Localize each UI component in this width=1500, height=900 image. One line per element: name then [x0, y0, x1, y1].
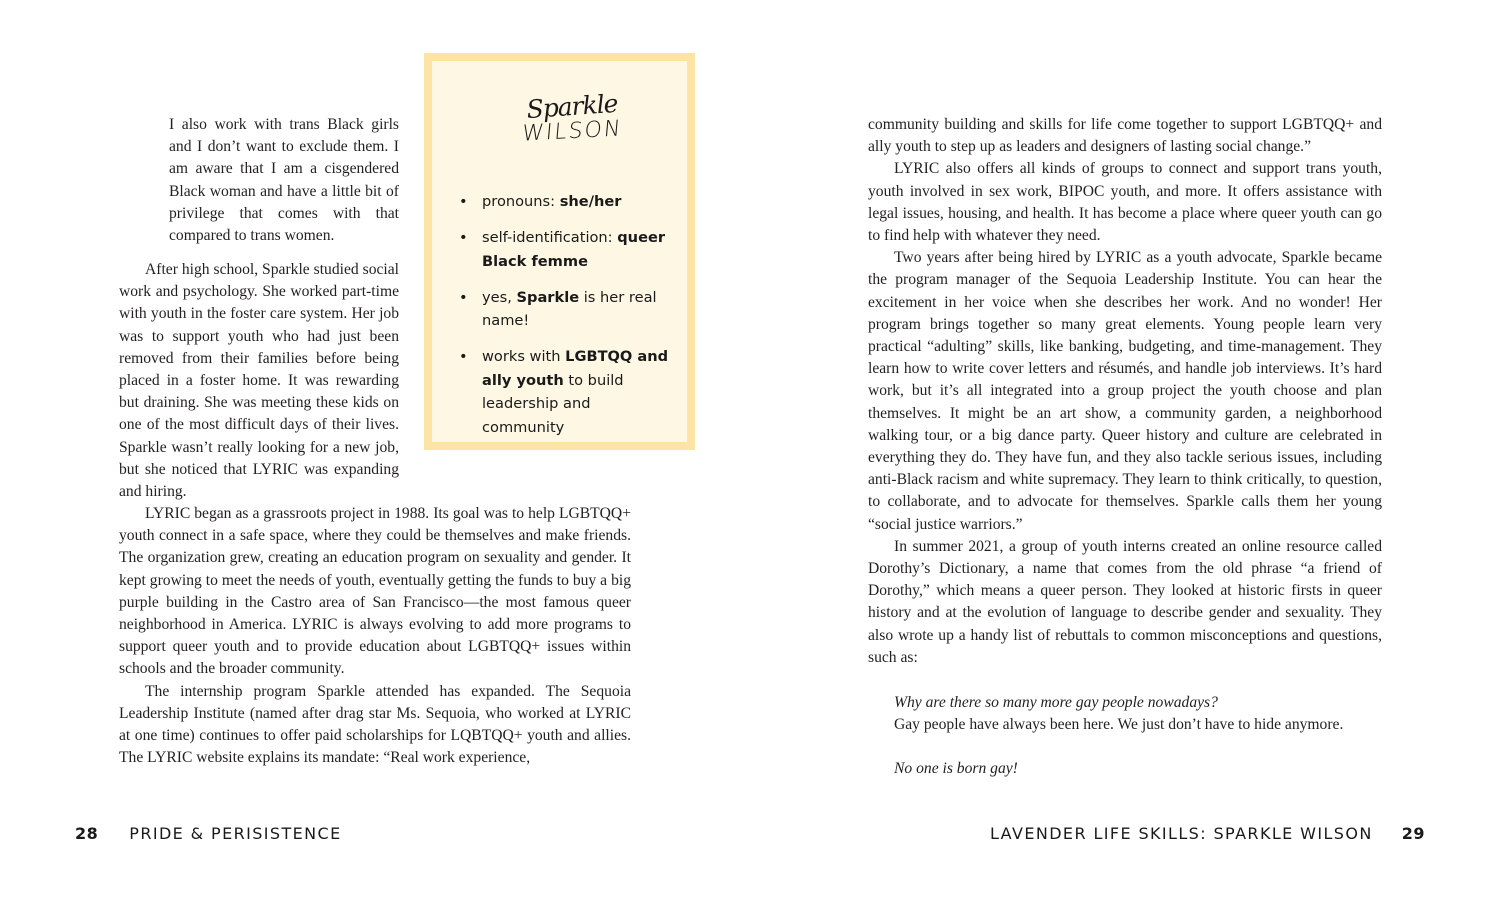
left-footer [75, 824, 342, 843]
answer: Gay people have always been here. We just don’t have to hide anymore. [894, 716, 1344, 734]
wrapped-paragraph [119, 259, 399, 503]
paragraph: After high school, Sparkle studied social work and psychology. She worked part-time with youth in the foster care system. Her job was to support youth who had just been removed from their families before being placed in a foster home. It was rewarding but draining. She was meeting these kids on one of the most difficult days of their lives. Sparkle wasn’t really looking for a new job, but she noticed that LYRIC was expanding and hiring. [119, 261, 399, 501]
paragraph: LYRIC began as a grassroots project in 1988. Its goal was to help LGBTQQ+ youth connect in a safe space, where they could be themselves and make friends. The organization grew, creating an education program on sexuality and gender. It kept growing to meet the needs of youth, eventually getting the funds to buy a big purple building in the Castro area of San Francisco—the most famous queer neighborhood in America. LYRIC is always evolving to add more programs to support queer youth and to provide education about LGBTQQ+ issues within schools and the broader community. [119, 505, 631, 678]
fact-item: • works with LGBTQQ and ally youth to build leadership and community [457, 345, 672, 439]
quote-text: I also work with trans Black girls and I don’t want to exclude them. I am aware that I am a cisgendered Black woman and have a little bit of privilege that comes with that compared to trans women. [169, 116, 399, 245]
qa-pair [894, 692, 1394, 736]
paragraph: Two years after being hired by LYRIC as a youth advocate, Sparkle became the program manager of the Sequoia Leadership Institute. You can hear the excitement in her voice when she describes her work. And no wonder! Her program brings together so many great elements. Young people learn very practical “adulting” skills, like banking, budgeting, and time-management. They learn how to write cover letters and résumés, and handle job interviews. It’s hard work, but it’s all integrated into a group project the youth choose and plan themselves. It might be an art show, a community garden, a neighborhood walking tour, or a big dance party. Queer history and culture are celebrated in everything they do. They have fun, and they also tackle serious issues, including anti-Black racism and white supremacy. They learn to think critically, to question, to collaborate, and to advocate for themselves. Sparkle calls them her young “social justice warriors.” [868, 249, 1382, 533]
body-column-right [868, 114, 1382, 669]
qa-pair [894, 758, 1394, 780]
page-number: 28 [75, 824, 99, 843]
fact-item: • yes, Sparkle is her real name! [457, 286, 672, 333]
running-title: LAVENDER LIFE SKILLS: SPARKLE WILSON [989, 824, 1373, 843]
paragraph: LYRIC also offers all kinds of groups to connect and support trans youth, youth involved in sex work, BIPOC youth, and more. It offers assistance with legal issues, housing, and health. It has become a place where queer youth can go to find help with whatever they need. [868, 160, 1382, 245]
fact-item: • self-identification: queer Black femme [457, 226, 672, 273]
paragraph: The internship program Sparkle attended has expanded. The Sequoia Leadership Institute (named after drag star Ms. Sequoia, who worked at LYRIC at one time) continues to offer paid scholarships for LQBTQQ+ youth and allies. The LYRIC website explains its mandate: “Real work experience, [119, 682, 631, 767]
fact-item: • pronouns: she/her [457, 190, 672, 214]
facts-list [457, 190, 672, 452]
signature-last: WILSON [521, 116, 624, 147]
paragraph: In summer 2021, a group of youth interns created an online resource called Dorothy’s Dictionary, a name that comes from the old phrase “a friend of Dorothy,” which means a queer person. They looked at historic firsts in queer history and at the evolution of language to describe gender and sexuality. They also wrote up a handy list of rebuttals to common misconceptions and questions, such as: [868, 537, 1382, 666]
running-title: PRIDE & PERISISTENCE [129, 824, 342, 843]
right-page [750, 0, 1500, 900]
pull-quote [169, 114, 399, 247]
paragraph: community building and skills for life come together to support LGBTQQ+ and ally youth to step up as leaders and designers of lasting social change.” [868, 116, 1382, 156]
body-column-left [119, 503, 631, 769]
profile-sidebar [424, 53, 695, 450]
signature [521, 88, 624, 147]
question: Why are there so many more gay people nowadays? [894, 694, 1218, 711]
signature-first: Sparkle [525, 88, 619, 125]
question: No one is born gay! [894, 760, 1018, 777]
page-number: 29 [1401, 824, 1425, 843]
right-footer [990, 824, 1425, 843]
